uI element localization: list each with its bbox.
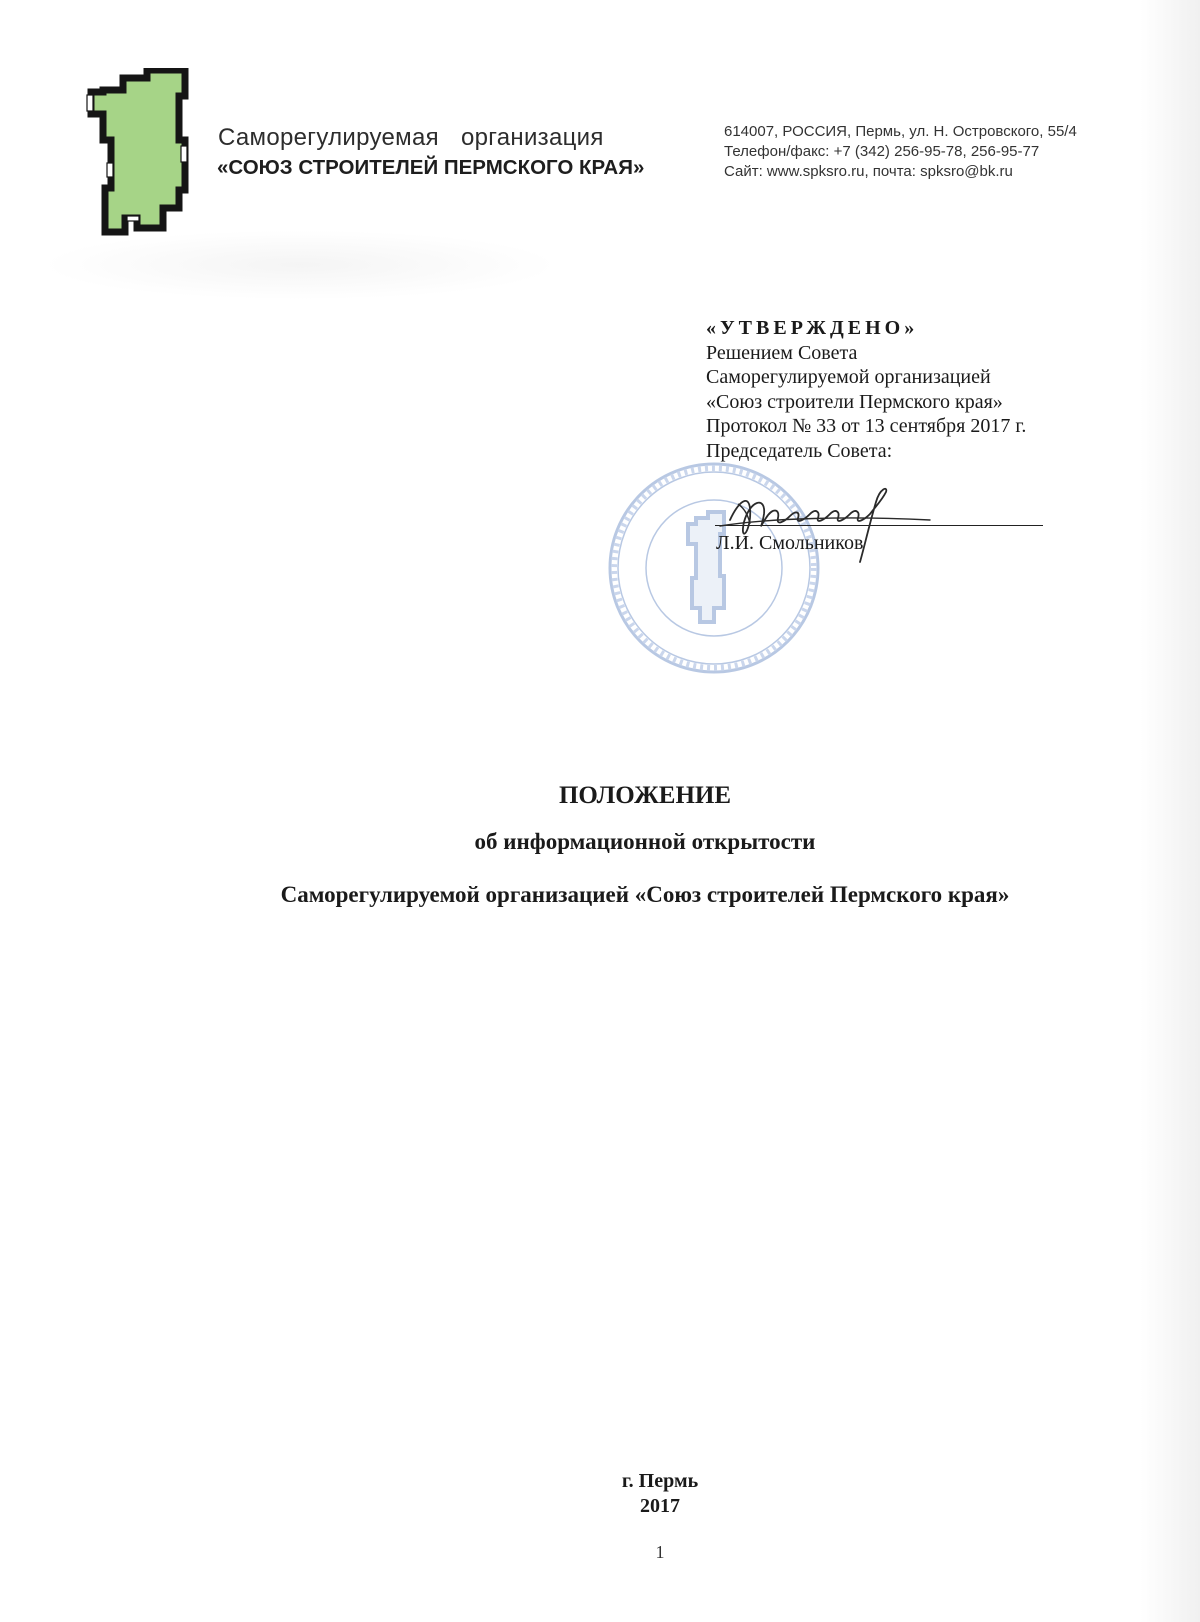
signatory-name: Л.И. Смольников	[716, 532, 864, 554]
protocol-line: Протокол № 33 от 13 сентября 2017 г.	[706, 415, 1027, 437]
approval-line-2: Саморегулируемой организацией	[706, 366, 991, 388]
scan-haze	[40, 230, 560, 300]
address-line: 614007, РОССИЯ, Пермь, ул. Н. Островского, 55/4	[724, 123, 1077, 140]
org-name-part2: организация	[460, 124, 604, 151]
approval-line-3: «Союз строители Пермского края»	[706, 390, 1003, 413]
contacts-block	[724, 122, 1077, 182]
handwritten-signature	[700, 478, 960, 568]
document-subtitle: об информационной открытости	[474, 829, 816, 854]
scan-edge-shadow	[1140, 0, 1200, 1622]
city-label: г. Пермь	[621, 1470, 699, 1492]
site-line: Сайт: www.spksro.ru, почта: spksro@bk.ru	[724, 163, 1013, 180]
perm-krai-map-logo-icon	[85, 68, 205, 238]
year-label: 2017	[640, 1495, 680, 1517]
approval-line-1: Решением Совета	[706, 341, 858, 364]
org-name-part1: Саморегулируемая	[218, 124, 439, 151]
org-name	[218, 124, 604, 152]
chairman-line: Председатель Совета:	[706, 439, 893, 462]
approved-heading: «УТВЕРЖДЕНО»	[706, 317, 919, 339]
page-number: 1	[655, 1542, 665, 1562]
document-title: ПОЛОЖЕНИЕ	[558, 782, 732, 809]
document-subtitle-organization: Саморегулируемой организацией «Союз строителей Пермского края»	[280, 882, 1010, 907]
org-union-name: «СОЮЗ СТРОИТЕЛЕЙ ПЕРМСКОГО КРАЯ»	[217, 156, 645, 179]
phone-line: Телефон/факс: +7 (342) 256-95-78, 256-95-77	[724, 143, 1040, 160]
approval-block	[706, 316, 1026, 463]
